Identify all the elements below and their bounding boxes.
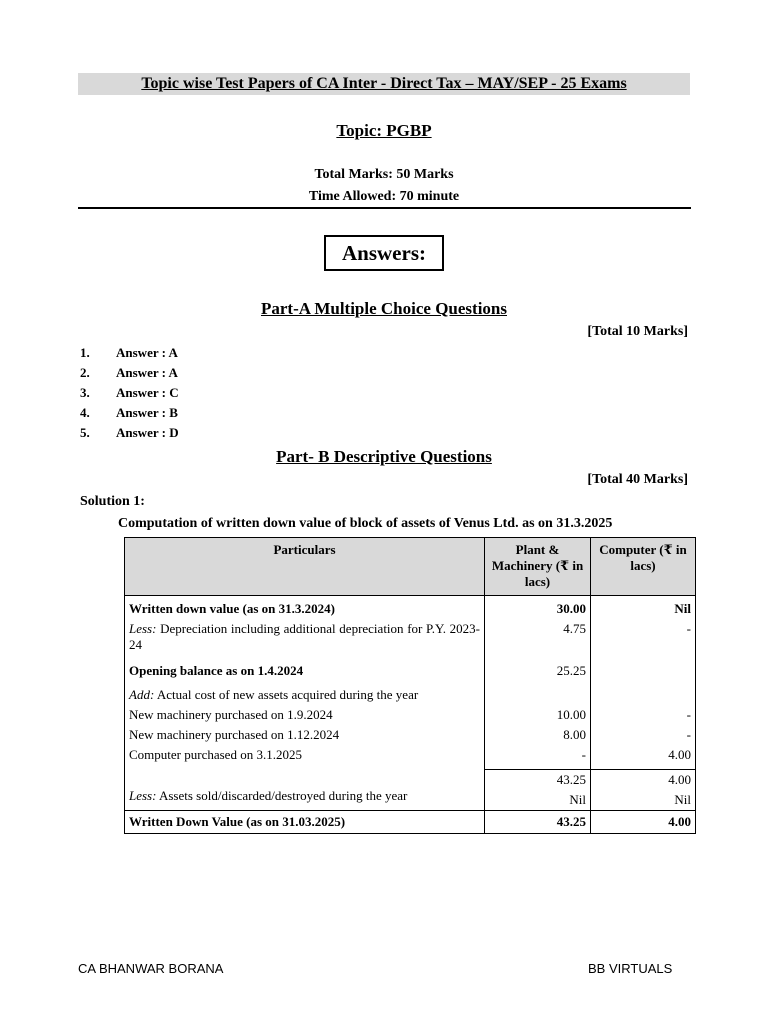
total-marks: Total Marks: 50 Marks — [314, 167, 454, 182]
plant-value: - — [485, 745, 591, 770]
row-label-text: Depreciation including additional depreciation for P.Y. 2023-24 — [129, 621, 480, 652]
row-label: New machinery purchased on 1.9.2024 — [125, 705, 485, 725]
less-prefix: Less: — [129, 788, 157, 803]
computer-value — [591, 655, 696, 685]
row-label-text: Assets sold/discarded/destroyed during the year — [156, 788, 408, 803]
mcq-answer-item — [80, 365, 178, 381]
table-row — [125, 655, 696, 685]
computation-title: Computation of written down value of block of assets of Venus Ltd. as on 31.3.2025 — [118, 516, 613, 531]
table-row — [125, 619, 696, 655]
header-divider — [78, 207, 691, 209]
table-row — [125, 770, 696, 791]
part-b-title: Part- B Descriptive Questions — [276, 447, 492, 466]
col-header-particulars: Particulars — [125, 538, 485, 596]
footer-author: CA BHANWAR BORANA — [78, 961, 224, 976]
mcq-answer-item — [80, 385, 179, 401]
table-row — [125, 745, 696, 770]
table-row — [125, 685, 696, 705]
wdv-computation-table — [124, 537, 696, 834]
row-label: New machinery purchased on 1.12.2024 — [125, 725, 485, 745]
mcq-answer-item — [80, 405, 178, 421]
row-label — [125, 619, 485, 655]
mcq-number: 4. — [80, 405, 90, 420]
part-a-total: [Total 10 Marks] — [587, 324, 688, 339]
col-header-computer: Computer (₹ in lacs) — [591, 538, 696, 596]
less-prefix: Less: — [129, 621, 157, 636]
row-label: Computer purchased on 3.1.2025 — [125, 745, 485, 770]
plant-value: 4.75 — [485, 619, 591, 655]
computer-value: Nil — [591, 790, 696, 811]
computer-value: 4.00 — [591, 811, 696, 834]
mcq-number: 2. — [80, 365, 90, 380]
plant-value: 30.00 — [485, 596, 591, 620]
mcq-answer: Answer : B — [116, 405, 178, 420]
mcq-answer: Answer : D — [116, 425, 179, 440]
table-row — [125, 725, 696, 745]
table-row — [125, 790, 696, 811]
row-label-text: Actual cost of new assets acquired during the year — [154, 687, 419, 702]
document-header-title: Topic wise Test Papers of CA Inter - Direct Tax – MAY/SEP - 25 Exams — [78, 73, 690, 95]
mcq-answer: Answer : A — [116, 345, 178, 360]
time-allowed: Time Allowed: 70 minute — [308, 189, 460, 204]
part-b-total: [Total 40 Marks] — [587, 472, 688, 487]
computer-value: 4.00 — [591, 745, 696, 770]
row-label: Opening balance as on 1.4.2024 — [125, 655, 485, 685]
plant-subtotal: 43.25 — [485, 770, 591, 791]
topic-title: Topic: PGBP — [336, 121, 432, 140]
add-prefix: Add: — [129, 687, 155, 702]
mcq-answer-item — [80, 425, 179, 441]
table-row — [125, 705, 696, 725]
plant-value: Nil — [485, 790, 591, 811]
mcq-answer: Answer : C — [116, 385, 179, 400]
computer-value: - — [591, 619, 696, 655]
answers-heading: Answers: — [324, 235, 444, 271]
table-header-row — [125, 538, 696, 596]
plant-value: 25.25 — [485, 655, 591, 685]
plant-value: 10.00 — [485, 705, 591, 725]
computer-value: Nil — [591, 596, 696, 620]
row-label — [125, 685, 485, 705]
table-row — [125, 596, 696, 620]
col-header-plant-machinery: Plant & Machinery (₹ in lacs) — [485, 538, 591, 596]
mcq-number: 1. — [80, 345, 90, 360]
mcq-answer: Answer : A — [116, 365, 178, 380]
mcq-answer-item — [80, 345, 178, 361]
computer-subtotal: 4.00 — [591, 770, 696, 791]
mcq-number: 3. — [80, 385, 90, 400]
footer-brand: BB VIRTUALS — [588, 961, 673, 976]
computer-value: - — [591, 705, 696, 725]
computer-value: - — [591, 725, 696, 745]
plant-value: 43.25 — [485, 811, 591, 834]
row-label: Written down value (as on 31.3.2024) — [125, 596, 485, 620]
row-label — [125, 790, 485, 811]
part-a-title: Part-A Multiple Choice Questions — [260, 299, 507, 318]
plant-value: 8.00 — [485, 725, 591, 745]
mcq-number: 5. — [80, 425, 90, 440]
solution-label: Solution 1: — [80, 494, 145, 509]
table-row — [125, 811, 696, 834]
row-label: Written Down Value (as on 31.03.2025) — [125, 811, 485, 834]
